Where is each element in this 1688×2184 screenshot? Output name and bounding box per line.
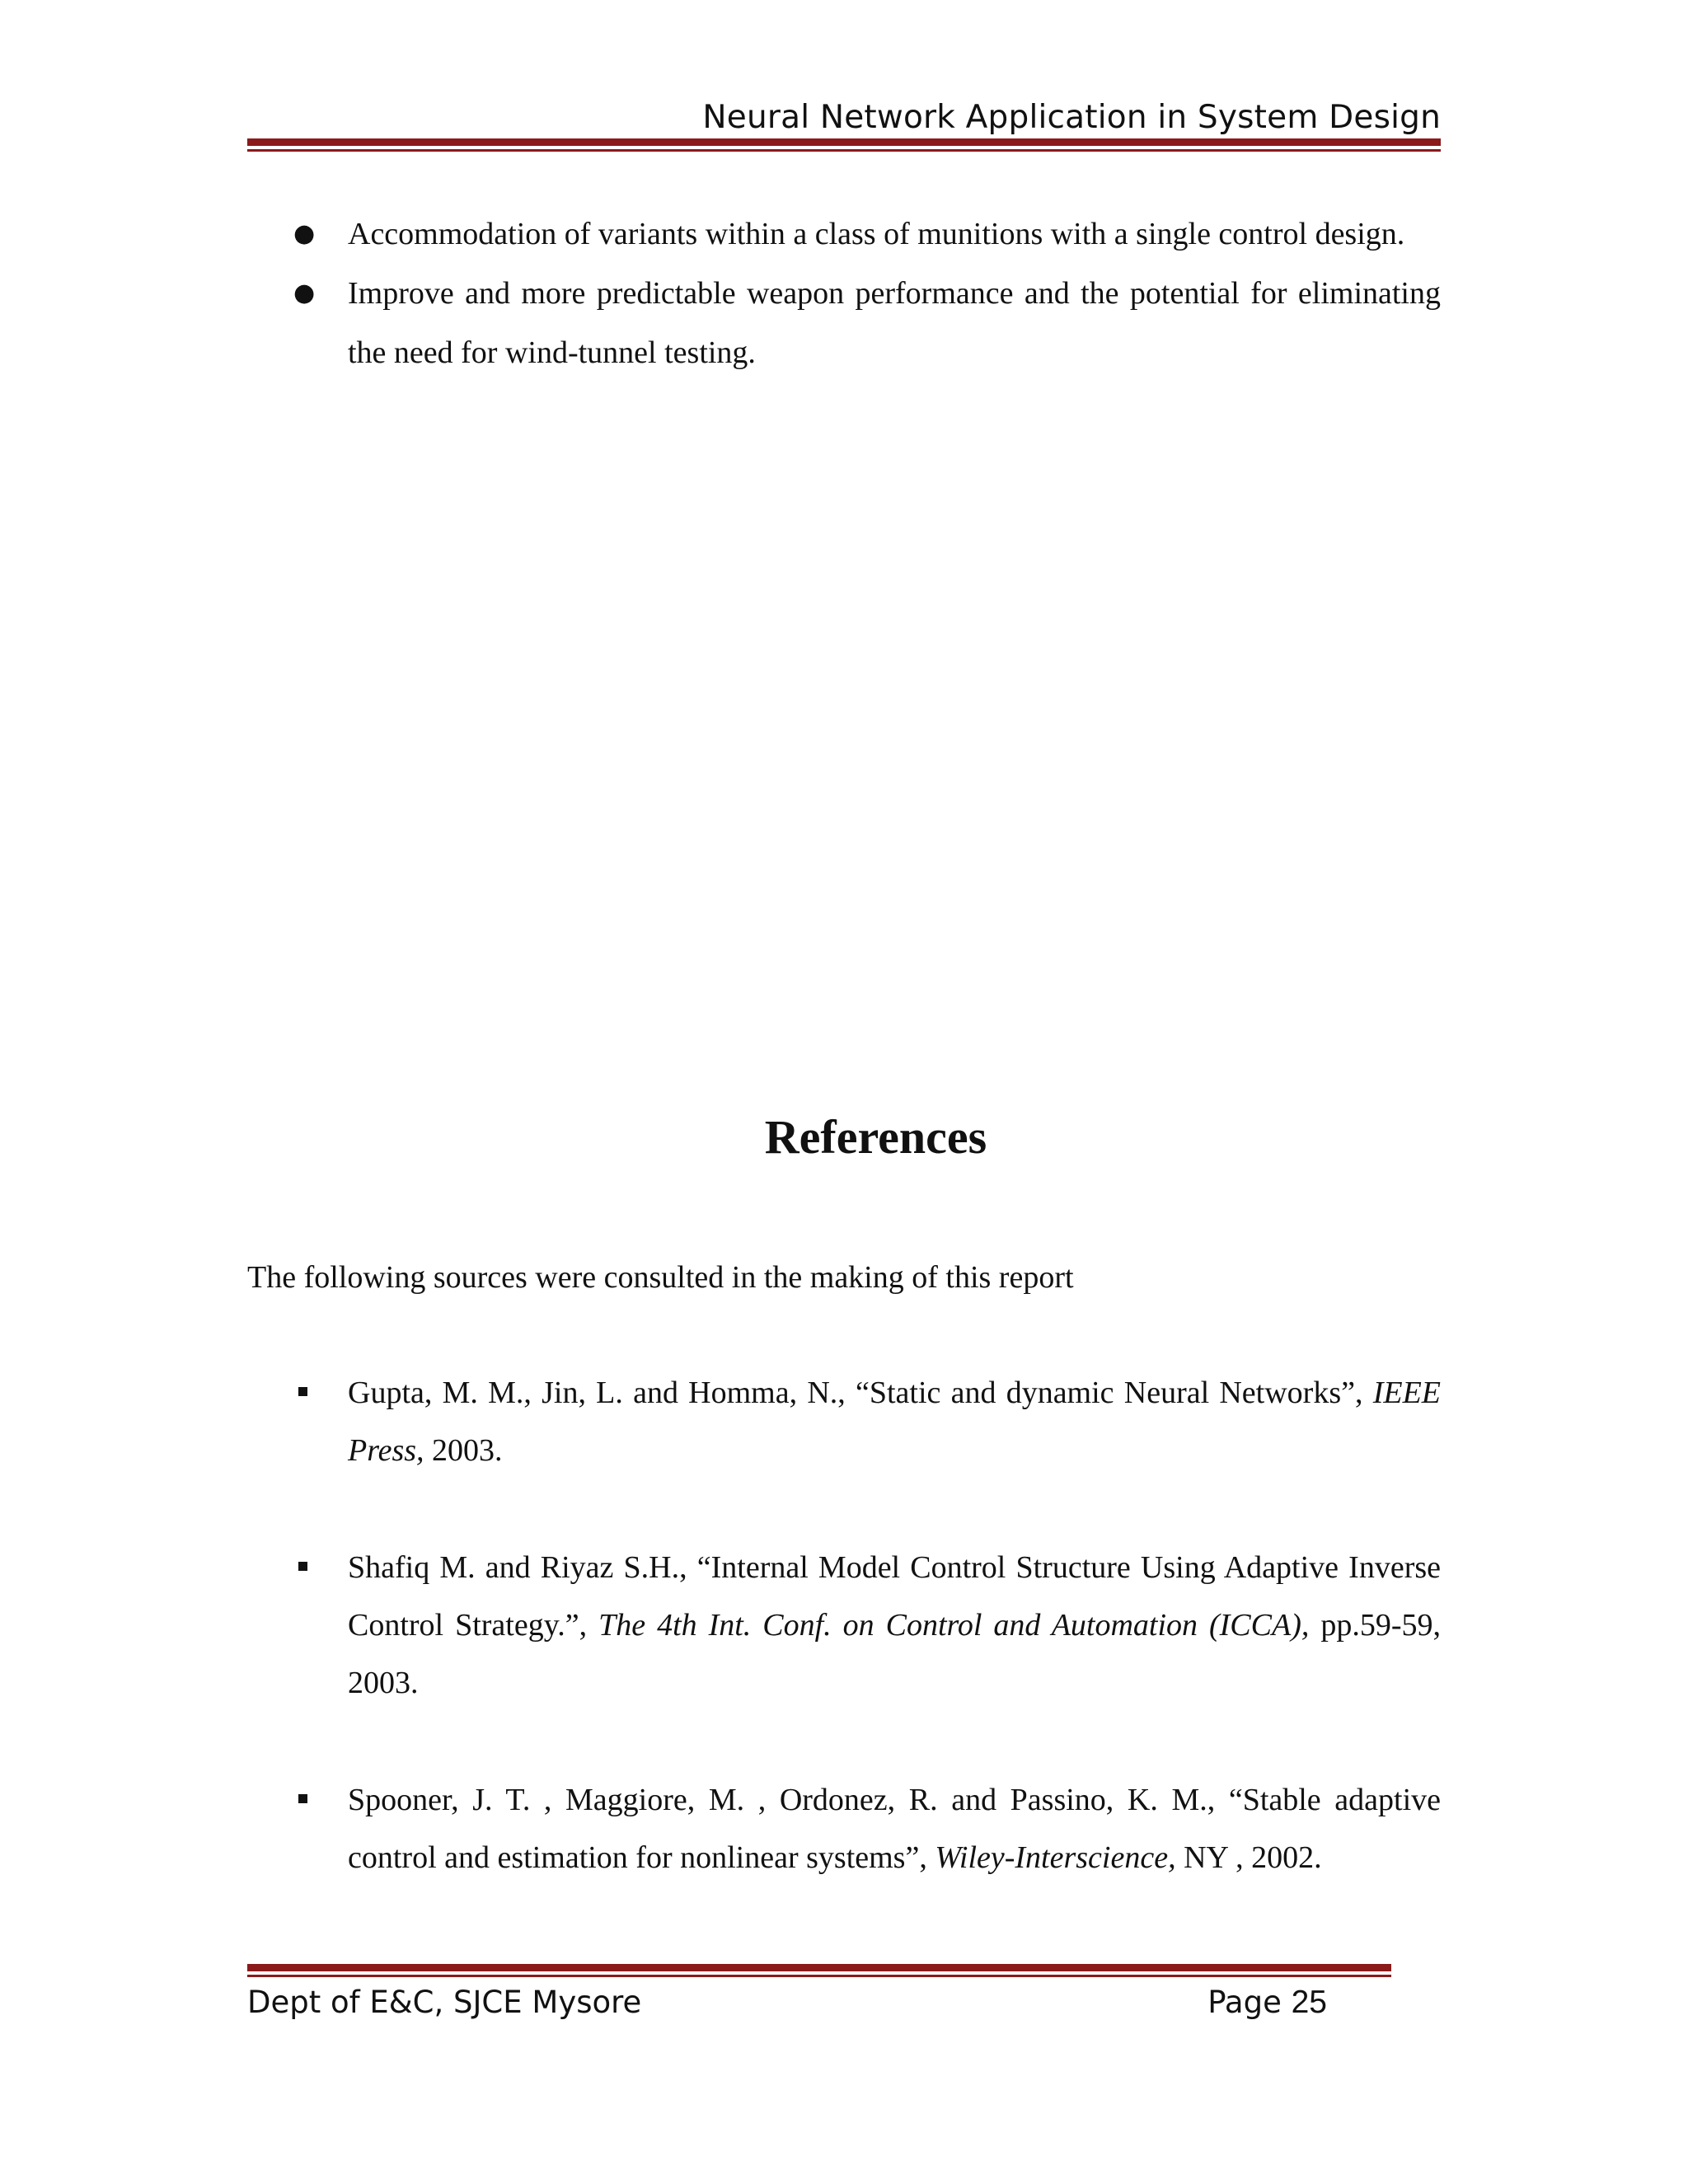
footer-rule-thick xyxy=(247,1964,1391,1971)
header-rule-thin xyxy=(247,149,1441,152)
bullet-icon: ● xyxy=(293,279,316,307)
reference-location-year: NY , 2002. xyxy=(1175,1840,1322,1875)
reference-publisher: Wiley-Interscience, xyxy=(935,1840,1176,1875)
reference-pages-year: pp.59-59, 2003. xyxy=(348,1608,1441,1700)
reference-publisher: IEEE Press, xyxy=(348,1376,1441,1468)
footer-page xyxy=(1154,1981,1327,2024)
list-item-text: Accommodation of variants within a class of munitions with a single control design. xyxy=(348,217,1405,251)
running-header: Neural Network Application in System Design xyxy=(702,99,1441,136)
reference-year: 2003. xyxy=(424,1433,503,1468)
references-intro: The following sources were consulted in the making of this report xyxy=(247,1260,1074,1295)
square-bullet-icon xyxy=(298,1562,307,1571)
benefits-list xyxy=(247,204,1441,382)
reference-authors-title: Gupta, M. M., Jin, L. and Homma, N., “Static and dynamic Neural Networks”, xyxy=(348,1376,1373,1410)
footer-rule-thin xyxy=(247,1975,1391,1977)
reference-item xyxy=(247,1539,1441,1712)
reference-authors-title: Shafiq M. and Riyaz S.H., “Internal Model Control Structure Using Adaptive Inverse Control Strategy.”, xyxy=(348,1550,1441,1643)
reference-item xyxy=(247,1364,1441,1479)
bullet-icon: ● xyxy=(293,219,316,248)
list-item xyxy=(247,264,1441,382)
reference-item xyxy=(247,1771,1441,1886)
references-heading: References xyxy=(764,1110,987,1164)
page-label: Page xyxy=(1207,1985,1282,2020)
references-list xyxy=(247,1364,1441,1946)
reference-authors-title: Spooner, J. T. , Maggiore, M. , Ordonez, R. and Passino, K. M., “Stable adaptive control and estimation for nonlinear systems”, xyxy=(348,1783,1441,1875)
square-bullet-icon xyxy=(298,1387,307,1396)
header-rule-thick xyxy=(247,138,1441,146)
square-bullet-icon xyxy=(298,1794,307,1803)
footer-department: Dept of E&C, SJCE Mysore xyxy=(247,1985,642,2020)
list-item xyxy=(247,204,1441,264)
page-number: 25 xyxy=(1291,1985,1327,2020)
list-item-text: Improve and more predictable weapon performance and the potential for eliminating the need for wind-tunnel testing. xyxy=(348,276,1441,370)
reference-venue: The 4th Int. Conf. on Control and Automation (ICCA), xyxy=(598,1608,1310,1643)
